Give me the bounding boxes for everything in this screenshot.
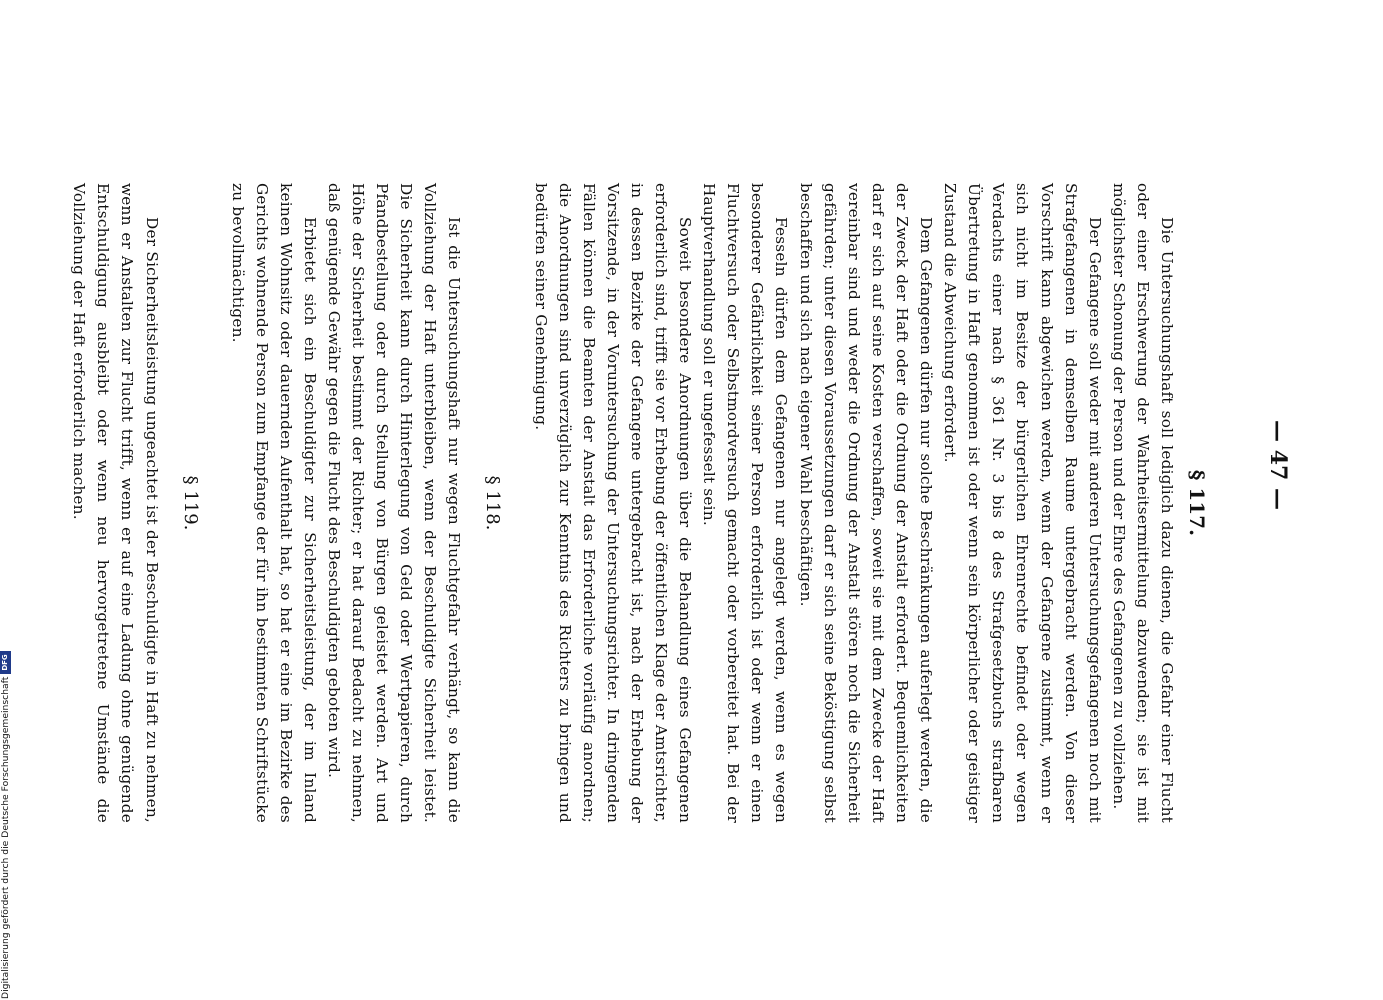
section-heading-118: § 118. [482,475,504,531]
paragraph: Erbietet sich ein Beschuldigter zur Sicherheitsleistung, der im Inland keinen Wohnsitz oder dauernden Aufenthalt hat, so hat er eine im Bezirke des Gerichts wohnende Person zum Empfange der für ihn bestimmten Schriftstücke zu bevollmächtigen. [228,183,319,823]
dfg-logo: DFG [0,651,11,673]
paragraph: Die Untersuchungshaft soll lediglich dazu dienen, die Gefahr einer Flucht oder einer Erschwerung der Wahrheitsermittelung abzuwenden; sie ist mit möglichster Schonung der Person und der Ehre des Gefangenen zu vollziehen. [1109,183,1176,823]
rotated-text-block [70,183,1215,823]
paragraph: Fesseln dürfen dem Gefangenen nur angelegt werden, wenn es wegen besonderer Gefährlichkeit seiner Person erforderlich ist oder wenn er einen Fluchtversuch oder Selbstmordversuch gemacht oder vorbereitet hat. Bei der Hauptverhandlung soll er ungefesselt sein. [700,183,791,823]
paragraph: Ist die Untersuchungshaft nur wegen Fluchtgefahr verhängt, so kann die Vollziehung der Haft unterbleiben, wenn der Beschuldigte Sicherheit leistet. Die Sicherheit kann durch Hinterlegung von Geld oder Wertpapieren, durch Pfandbestellung oder durch Stellung von Bürgen geleistet werden. Art und Höhe der Sicherheit bestimmt der Richter; er hat darauf Bedacht zu nehmen, daß genügende Gewähr gegen die Flucht des Beschuldigten geboten wird. [325,183,464,823]
section-heading-119: § 119. [179,475,201,531]
section-heading-117: § 117. [1185,469,1209,537]
page-number: — 47 — [1264,420,1291,510]
digitization-footer [0,605,11,999]
paragraph: Der Sicherheitsleistung ungeachtet ist der Beschuldigte in Haft zu nehmen, wenn er Anstalten zur Flucht trifft, wenn er auf eine Ladung ohne genügende Entschuldigung ausbleibt oder wenn neu hervorgetretene Umstände die Vollziehung der Haft erforderlich machen. [70,183,161,823]
paragraph: Soweit besondere Anordnungen über die Behandlung eines Gefangenen erforderlich sind, trifft sie vor Erhebung der öffentlichen Klage der Amtsrichter, in dessen Bezirke der Gefangene untergebracht ist, nach der Erhebung der Vorsitzende, in der Voruntersuchung der Untersuchungsrichter. In dringenden Fällen können die Beamten der Anstalt das Erforderliche vorläufig anordnen; die Anordnungen sind unverzüglich zur Kenntnis des Richters zu bringen und bedürfen seiner Genehmigung. [531,183,695,823]
footer-text: Digitalisierung gefördert durch die Deutsche Forschungsgemeinschaft [0,676,11,999]
paragraph: Dem Gefangenen dürfen nur solche Beschränkungen auferlegt werden, die der Zweck der Haft oder die Ordnung der Anstalt erfordert. Bequemlichkeiten darf er sich auf seine Kosten verschaffen, soweit sie mit dem Zwecke der Haft vereinbar sind und weder die Ordnung der Anstalt stören noch die Sicherheit gefährden; unter diesen Voraussetzungen darf er sich seine Beköstigung selbst beschaffen und sich nach eigener Wahl beschäftigen. [796,183,936,823]
paragraph: Der Gefangene soll weder mit anderen Untersuchungsgefangenen noch mit Strafgefangenen in demselben Raume untergebracht werden. Von dieser Vorschrift kann abgewichen werden, wenn der Gefangene zustimmt, wenn er sich nicht im Besitze der bürgerlichen Ehrenrechte befindet oder wegen Verdachts einer nach § 361 Nr. 3 bis 8 des Strafgesetzbuchs strafbaren Übertretung in Haft genommen ist oder wenn sein körperlicher oder geistiger Zustand die Abweichung erfordert. [941,183,1104,823]
